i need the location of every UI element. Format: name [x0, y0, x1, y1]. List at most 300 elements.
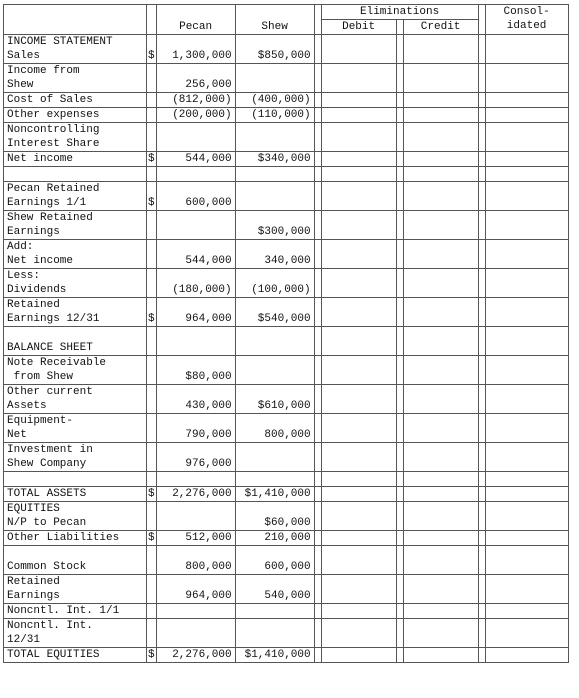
row-consolidated-cell	[485, 385, 568, 414]
row-gap	[314, 152, 321, 167]
row-consolidated-cell	[485, 240, 568, 269]
row-shew-amount: (100,000)	[235, 269, 314, 298]
row-mid-gap	[396, 327, 403, 356]
row-pecan-amount: 544,000	[156, 152, 235, 167]
row-credit-cell	[403, 152, 478, 167]
row-pecan-amount	[156, 211, 235, 240]
row-mid-gap	[396, 108, 403, 123]
table-row	[4, 385, 569, 414]
row-dollar-sign: $	[148, 532, 155, 544]
row-label: Noncntl. Int. 1/1	[4, 604, 147, 619]
row-gap	[314, 123, 321, 152]
row-gap	[314, 619, 321, 648]
row-consolidated-cell	[485, 356, 568, 385]
row-pecan-amount	[156, 472, 235, 487]
row-debit-cell	[321, 35, 396, 64]
row-mid-gap	[396, 123, 403, 152]
row-dollar-sign	[147, 472, 157, 487]
row-dollar-sign	[147, 269, 157, 298]
table-row	[4, 575, 569, 604]
row-pecan-amount: 430,000	[156, 385, 235, 414]
row-gap	[314, 108, 321, 123]
table-row	[4, 327, 569, 356]
row-debit-cell	[321, 385, 396, 414]
row-pecan-amount: 790,000	[156, 414, 235, 443]
table-row	[4, 414, 569, 443]
table-row	[4, 35, 569, 64]
row-shew-amount: 340,000	[235, 240, 314, 269]
row-mid-gap	[396, 531, 403, 546]
row-label: Pecan Retained Earnings 1/1	[4, 182, 147, 211]
row-dollar-sign	[147, 619, 157, 648]
row-shew-amount: 210,000	[235, 531, 314, 546]
row-gap-2	[478, 531, 485, 546]
row-debit-cell	[321, 443, 396, 472]
row-label: Equipment- Net	[4, 414, 147, 443]
row-gap	[314, 356, 321, 385]
row-gap	[314, 502, 321, 531]
row-credit-cell	[403, 123, 478, 152]
row-dollar-sign	[147, 211, 157, 240]
row-mid-gap	[396, 93, 403, 108]
row-dollar-sign	[147, 414, 157, 443]
row-consolidated-cell	[485, 502, 568, 531]
row-shew-amount: $540,000	[235, 298, 314, 327]
row-gap-2	[478, 240, 485, 269]
row-label: INCOME STATEMENT Sales	[4, 35, 147, 64]
row-debit-cell	[321, 487, 396, 502]
row-consolidated-cell	[485, 64, 568, 93]
row-credit-cell	[403, 531, 478, 546]
row-label: TOTAL ASSETS	[4, 487, 147, 502]
row-label: Income from Shew	[4, 64, 147, 93]
row-label: TOTAL EQUITIES	[4, 648, 147, 663]
row-debit-cell	[321, 64, 396, 93]
row-label: Retained Earnings	[4, 575, 147, 604]
table-row	[4, 182, 569, 211]
row-gap-2	[478, 487, 485, 502]
header-consolidated: Consol- idated	[485, 5, 568, 35]
row-dollar-sign	[147, 356, 157, 385]
row-dollar-sign	[147, 575, 157, 604]
row-dollar-sign	[147, 502, 157, 531]
row-shew-amount: $850,000	[235, 35, 314, 64]
row-consolidated-cell	[485, 269, 568, 298]
row-pecan-amount: 976,000	[156, 443, 235, 472]
row-credit-cell	[403, 443, 478, 472]
row-mid-gap	[396, 472, 403, 487]
row-pecan-amount: (180,000)	[156, 269, 235, 298]
row-dollar-sign: $	[148, 649, 155, 661]
row-gap-2	[478, 619, 485, 648]
row-pecan-amount: 964,000	[156, 575, 235, 604]
row-consolidated-cell	[485, 93, 568, 108]
row-debit-cell	[321, 152, 396, 167]
row-credit-cell	[403, 240, 478, 269]
row-shew-amount: $1,410,000	[235, 648, 314, 663]
row-consolidated-cell	[485, 619, 568, 648]
row-credit-cell	[403, 327, 478, 356]
row-debit-cell	[321, 327, 396, 356]
row-credit-cell	[403, 575, 478, 604]
row-gap-2	[478, 269, 485, 298]
row-debit-cell	[321, 93, 396, 108]
row-pecan-amount	[156, 327, 235, 356]
row-consolidated-cell	[485, 152, 568, 167]
row-mid-gap	[396, 487, 403, 502]
row-credit-cell	[403, 35, 478, 64]
table-row	[4, 356, 569, 385]
row-shew-amount	[235, 123, 314, 152]
table-row	[4, 211, 569, 240]
row-gap-2	[478, 167, 485, 182]
row-credit-cell	[403, 472, 478, 487]
row-gap	[314, 211, 321, 240]
row-gap	[314, 298, 321, 327]
row-debit-cell	[321, 108, 396, 123]
row-consolidated-cell	[485, 123, 568, 152]
row-debit-cell	[321, 182, 396, 211]
row-gap	[314, 240, 321, 269]
row-debit-cell	[321, 472, 396, 487]
row-debit-cell	[321, 414, 396, 443]
row-shew-amount	[235, 443, 314, 472]
row-dollar-sign	[147, 64, 157, 93]
row-gap-2	[478, 502, 485, 531]
row-mid-gap	[396, 546, 403, 575]
row-gap	[314, 575, 321, 604]
row-credit-cell	[403, 167, 478, 182]
header-eliminations: Eliminations	[321, 5, 478, 20]
row-pecan-amount: 800,000	[156, 546, 235, 575]
row-gap	[314, 443, 321, 472]
row-label: Add: Net income	[4, 240, 147, 269]
row-debit-cell	[321, 211, 396, 240]
table-row	[4, 93, 569, 108]
row-shew-amount: 600,000	[235, 546, 314, 575]
row-mid-gap	[396, 604, 403, 619]
row-dollar-sign: $	[147, 298, 157, 327]
row-mid-gap	[396, 35, 403, 64]
row-gap-2	[478, 64, 485, 93]
row-shew-amount	[235, 604, 314, 619]
row-credit-cell	[403, 619, 478, 648]
row-shew-amount	[235, 327, 314, 356]
row-debit-cell	[321, 619, 396, 648]
row-shew-amount: (400,000)	[235, 93, 314, 108]
row-pecan-amount: (812,000)	[156, 93, 235, 108]
table-row	[4, 167, 569, 182]
row-gap-2	[478, 385, 485, 414]
row-shew-amount: 540,000	[235, 575, 314, 604]
row-debit-cell	[321, 648, 396, 663]
row-shew-amount	[235, 472, 314, 487]
row-consolidated-cell	[485, 182, 568, 211]
row-dollar-sign	[147, 546, 157, 575]
row-gap-2	[478, 414, 485, 443]
row-shew-amount	[235, 356, 314, 385]
row-mid-gap	[396, 385, 403, 414]
row-consolidated-cell	[485, 327, 568, 356]
row-gap	[314, 182, 321, 211]
row-label	[4, 167, 147, 182]
row-credit-cell	[403, 604, 478, 619]
row-label: Shew Retained Earnings	[4, 211, 147, 240]
row-gap	[314, 385, 321, 414]
row-pecan-amount	[156, 604, 235, 619]
row-consolidated-cell	[485, 604, 568, 619]
row-pecan-amount: 1,300,000	[156, 35, 235, 64]
row-label: Noncontrolling Interest Share	[4, 123, 147, 152]
row-debit-cell	[321, 356, 396, 385]
row-dollar-sign: $	[148, 153, 155, 165]
row-label: Retained Earnings 12/31	[4, 298, 147, 327]
row-pecan-amount: 600,000	[156, 182, 235, 211]
header-sign-cell	[147, 5, 157, 35]
row-credit-cell	[403, 108, 478, 123]
row-pecan-amount	[156, 167, 235, 182]
row-label: Investment in Shew Company	[4, 443, 147, 472]
row-debit-cell	[321, 123, 396, 152]
table-row	[4, 443, 569, 472]
table-row	[4, 531, 569, 546]
row-consolidated-cell	[485, 531, 568, 546]
row-pecan-amount: 964,000	[156, 298, 235, 327]
header-row-top	[4, 5, 569, 20]
row-label: Cost of Sales	[4, 93, 147, 108]
row-gap	[314, 327, 321, 356]
header-pecan: Pecan	[156, 5, 235, 35]
row-gap-2	[478, 443, 485, 472]
row-mid-gap	[396, 64, 403, 93]
row-gap	[314, 472, 321, 487]
row-credit-cell	[403, 269, 478, 298]
row-label: Net income	[4, 152, 147, 167]
table-row	[4, 152, 569, 167]
row-consolidated-cell	[485, 414, 568, 443]
row-mid-gap	[396, 182, 403, 211]
row-gap-2	[478, 604, 485, 619]
row-dollar-sign: $	[147, 182, 157, 211]
row-mid-gap	[396, 502, 403, 531]
worksheet-table	[3, 4, 569, 663]
row-debit-cell	[321, 575, 396, 604]
row-debit-cell	[321, 546, 396, 575]
table-row	[4, 619, 569, 648]
header-gap-2	[478, 5, 485, 35]
table-row	[4, 502, 569, 531]
row-consolidated-cell	[485, 648, 568, 663]
row-gap	[314, 546, 321, 575]
row-shew-amount: 800,000	[235, 414, 314, 443]
row-shew-amount: $300,000	[235, 211, 314, 240]
row-debit-cell	[321, 269, 396, 298]
row-gap	[314, 604, 321, 619]
table-row	[4, 472, 569, 487]
row-pecan-amount: (200,000)	[156, 108, 235, 123]
row-label: Other expenses	[4, 108, 147, 123]
row-label: Noncntl. Int. 12/31	[4, 619, 147, 648]
row-label	[4, 472, 147, 487]
row-debit-cell	[321, 604, 396, 619]
row-debit-cell	[321, 240, 396, 269]
row-gap	[314, 93, 321, 108]
row-pecan-amount	[156, 123, 235, 152]
row-mid-gap	[396, 269, 403, 298]
row-shew-amount: $610,000	[235, 385, 314, 414]
row-dollar-sign	[147, 108, 157, 123]
row-shew-amount: $1,410,000	[235, 487, 314, 502]
row-gap-2	[478, 298, 485, 327]
row-pecan-amount: 512,000	[156, 531, 235, 546]
row-dollar-sign	[147, 327, 157, 356]
row-mid-gap	[396, 648, 403, 663]
header-gap	[314, 5, 321, 35]
table-row	[4, 269, 569, 298]
row-gap	[314, 64, 321, 93]
table-row	[4, 648, 569, 663]
row-dollar-sign: $	[147, 35, 157, 64]
row-credit-cell	[403, 64, 478, 93]
row-gap-2	[478, 327, 485, 356]
row-gap-2	[478, 648, 485, 663]
row-consolidated-cell	[485, 472, 568, 487]
row-consolidated-cell	[485, 443, 568, 472]
row-credit-cell	[403, 414, 478, 443]
row-pecan-amount: 2,276,000	[156, 648, 235, 663]
row-debit-cell	[321, 531, 396, 546]
row-dollar-sign	[147, 93, 157, 108]
table-row	[4, 546, 569, 575]
row-label: Other Liabilities	[4, 531, 147, 546]
row-mid-gap	[396, 443, 403, 472]
row-label: Less: Dividends	[4, 269, 147, 298]
row-mid-gap	[396, 167, 403, 182]
header-debit: Debit	[321, 20, 396, 35]
row-consolidated-cell	[485, 167, 568, 182]
row-pecan-amount: $80,000	[156, 356, 235, 385]
row-credit-cell	[403, 298, 478, 327]
row-mid-gap	[396, 298, 403, 327]
row-label: Other current Assets	[4, 385, 147, 414]
table-row	[4, 123, 569, 152]
row-gap-2	[478, 182, 485, 211]
row-dollar-sign	[147, 167, 157, 182]
row-gap-2	[478, 152, 485, 167]
row-mid-gap	[396, 152, 403, 167]
row-pecan-amount: 544,000	[156, 240, 235, 269]
row-dollar-sign: $	[148, 488, 155, 500]
row-gap	[314, 414, 321, 443]
row-gap-2	[478, 93, 485, 108]
row-pecan-amount	[156, 619, 235, 648]
row-credit-cell	[403, 502, 478, 531]
row-dollar-sign	[147, 123, 157, 152]
table-row	[4, 487, 569, 502]
table-row	[4, 240, 569, 269]
row-shew-amount: $340,000	[235, 152, 314, 167]
row-gap-2	[478, 123, 485, 152]
row-dollar-sign	[147, 240, 157, 269]
table-row	[4, 64, 569, 93]
row-consolidated-cell	[485, 211, 568, 240]
row-gap-2	[478, 575, 485, 604]
row-credit-cell	[403, 648, 478, 663]
consolidation-worksheet	[3, 4, 569, 663]
row-shew-amount: $60,000	[235, 502, 314, 531]
row-pecan-amount: 256,000	[156, 64, 235, 93]
row-gap	[314, 531, 321, 546]
row-gap-2	[478, 108, 485, 123]
row-shew-amount	[235, 167, 314, 182]
row-gap	[314, 487, 321, 502]
row-consolidated-cell	[485, 546, 568, 575]
table-row	[4, 108, 569, 123]
row-credit-cell	[403, 546, 478, 575]
row-consolidated-cell	[485, 108, 568, 123]
row-credit-cell	[403, 93, 478, 108]
row-consolidated-cell	[485, 575, 568, 604]
row-gap-2	[478, 211, 485, 240]
row-pecan-amount: 2,276,000	[156, 487, 235, 502]
row-gap	[314, 167, 321, 182]
row-label: BALANCE SHEET	[4, 327, 147, 356]
header-shew: Shew	[235, 5, 314, 35]
row-credit-cell	[403, 211, 478, 240]
row-mid-gap	[396, 240, 403, 269]
row-consolidated-cell	[485, 487, 568, 502]
row-consolidated-cell	[485, 35, 568, 64]
row-credit-cell	[403, 385, 478, 414]
row-consolidated-cell	[485, 298, 568, 327]
row-dollar-sign	[147, 385, 157, 414]
row-label: Note Receivable from Shew	[4, 356, 147, 385]
row-mid-gap	[396, 575, 403, 604]
row-credit-cell	[403, 487, 478, 502]
row-label: Common Stock	[4, 546, 147, 575]
row-shew-amount	[235, 182, 314, 211]
row-debit-cell	[321, 298, 396, 327]
row-gap-2	[478, 546, 485, 575]
row-shew-amount	[235, 64, 314, 93]
row-shew-amount	[235, 619, 314, 648]
row-credit-cell	[403, 356, 478, 385]
row-mid-gap	[396, 356, 403, 385]
row-shew-amount: (110,000)	[235, 108, 314, 123]
row-gap	[314, 648, 321, 663]
row-mid-gap	[396, 414, 403, 443]
table-row	[4, 298, 569, 327]
row-dollar-sign	[147, 443, 157, 472]
row-gap	[314, 269, 321, 298]
row-gap-2	[478, 35, 485, 64]
row-dollar-sign	[147, 604, 157, 619]
row-gap-2	[478, 356, 485, 385]
row-debit-cell	[321, 502, 396, 531]
row-pecan-amount	[156, 502, 235, 531]
row-credit-cell	[403, 182, 478, 211]
table-row	[4, 604, 569, 619]
row-debit-cell	[321, 167, 396, 182]
row-mid-gap	[396, 619, 403, 648]
header-mid-gap	[396, 20, 403, 35]
row-gap	[314, 35, 321, 64]
row-mid-gap	[396, 211, 403, 240]
header-credit: Credit	[403, 20, 478, 35]
row-label: EQUITIES N/P to Pecan	[4, 502, 147, 531]
row-gap-2	[478, 472, 485, 487]
header-label-cell	[4, 5, 147, 35]
